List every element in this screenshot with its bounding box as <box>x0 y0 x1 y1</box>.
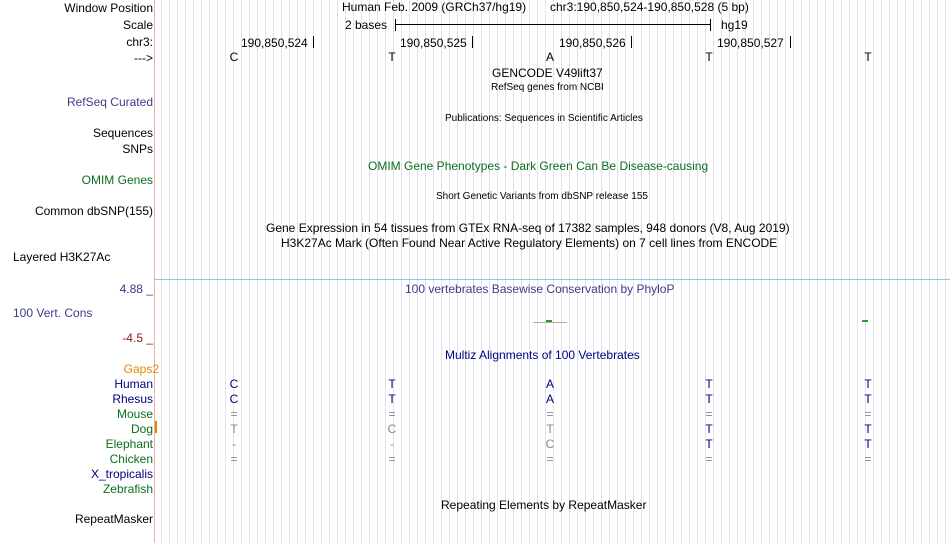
grid-line <box>905 0 906 543</box>
ref-base: A <box>545 50 554 64</box>
alignment-base: = <box>388 452 396 466</box>
grid-line <box>761 0 762 543</box>
grid-line <box>369 0 370 543</box>
alignment-base: T <box>230 422 238 436</box>
grid-line <box>881 0 882 543</box>
alignment-base: C <box>229 392 239 406</box>
alignment-base: = <box>230 452 238 466</box>
grid-line <box>625 0 626 543</box>
grid-line <box>345 0 346 543</box>
grid-line <box>897 0 898 543</box>
grid-line <box>265 0 266 543</box>
grid-line <box>889 0 890 543</box>
scale-text: 2 bases <box>345 18 388 32</box>
grid-line <box>297 0 298 543</box>
coord-label: 190,850,527 <box>717 36 784 50</box>
grid-line <box>681 0 682 543</box>
grid-line <box>169 0 170 543</box>
grid-line <box>337 0 338 543</box>
grid-line <box>241 0 242 543</box>
grid-line <box>633 0 634 543</box>
alignment-base: T <box>864 392 872 406</box>
alignment-base: = <box>705 452 713 466</box>
grid-line <box>481 0 482 543</box>
ref-base: C <box>229 50 239 64</box>
grid-line <box>689 0 690 543</box>
phylop-signal <box>546 320 552 322</box>
grid-line <box>329 0 330 543</box>
alignment-base: = <box>705 407 713 421</box>
omim-track-title[interactable]: OMIM Gene Phenotypes - Dark Green Can Be Disease-causing <box>368 159 709 173</box>
sequences-track-label[interactable]: Sequences <box>92 126 153 140</box>
alignment-base: A <box>545 392 554 406</box>
alignment-base: = <box>864 407 872 421</box>
alignment-base: T <box>864 422 872 436</box>
species-label[interactable]: X_tropicalis <box>90 467 153 481</box>
grid-line <box>777 0 778 543</box>
gtex-track-title[interactable]: Gene Expression in 54 tissues from GTEx RNA-seq of 17382 samples, 948 donors (V8, Aug 2019) <box>266 221 790 235</box>
grid-line <box>745 0 746 543</box>
ref-base: T <box>705 50 713 64</box>
grid-line <box>289 0 290 543</box>
dbsnp-track-label[interactable]: Common dbSNP(155) <box>34 204 153 218</box>
grid-line <box>177 0 178 543</box>
grid-line <box>641 0 642 543</box>
grid-line <box>825 0 826 543</box>
grid-line <box>489 0 490 543</box>
grid-line <box>249 0 250 543</box>
grid-line <box>313 0 314 543</box>
grid-line <box>217 0 218 543</box>
grid-line <box>937 0 938 543</box>
grid-line <box>225 0 226 543</box>
species-label[interactable]: Zebrafish <box>102 482 153 496</box>
strand-label: ---> <box>134 51 153 65</box>
grid-line <box>281 0 282 543</box>
alignment-base: A <box>545 377 554 391</box>
grid-line <box>665 0 666 543</box>
alignment-base: C <box>387 422 397 436</box>
cons-track-label[interactable]: 100 Vert. Cons <box>13 306 93 320</box>
species-label[interactable]: Elephant <box>105 437 153 451</box>
alignment-base: = <box>230 407 238 421</box>
h3k27-track-label[interactable]: Layered H3K27Ac <box>13 250 111 264</box>
grid-line <box>425 0 426 543</box>
grid-line <box>913 0 914 543</box>
grid-line <box>433 0 434 543</box>
grid-line <box>809 0 810 543</box>
species-label[interactable]: Rhesus <box>112 392 153 406</box>
refseq-track-label[interactable]: RefSeq Curated <box>66 95 153 109</box>
grid-line <box>473 0 474 543</box>
snps-track-label[interactable]: SNPs <box>122 142 153 156</box>
alignment-base: T <box>388 377 396 391</box>
grid-line <box>409 0 410 543</box>
alignment-base: T <box>546 422 554 436</box>
grid-line <box>457 0 458 543</box>
grid-line <box>697 0 698 543</box>
alignment-base: - <box>390 437 394 451</box>
h3k27-track-title[interactable]: H3K27Ac Mark (Often Found Near Active Regulatory Elements) on 7 cell lines from ENCODE <box>281 236 778 250</box>
grid-line <box>657 0 658 543</box>
alignment-base: T <box>705 377 713 391</box>
scale-bar <box>395 19 711 31</box>
grid-line <box>785 0 786 543</box>
grid-line <box>841 0 842 543</box>
grid-line <box>857 0 858 543</box>
label-separator <box>154 0 155 543</box>
grid-line <box>449 0 450 543</box>
coord-label: 190,850,526 <box>559 36 626 50</box>
grid-line <box>617 0 618 543</box>
phylop-max-label: 4.88 _ <box>119 282 153 296</box>
grid-line <box>201 0 202 543</box>
grid-line <box>737 0 738 543</box>
coord-tick <box>631 36 632 48</box>
alignment-base: T <box>705 422 713 436</box>
grid-line <box>721 0 722 543</box>
grid-line <box>305 0 306 543</box>
phylop-signal <box>533 322 567 323</box>
coord-label: 190,850,524 <box>241 36 308 50</box>
grid-line <box>801 0 802 543</box>
scale-db: hg19 <box>721 18 748 32</box>
alignment-base: - <box>232 437 236 451</box>
grid-line <box>729 0 730 543</box>
phylop-min-label: -4.5 _ <box>122 331 153 345</box>
grid-line <box>209 0 210 543</box>
alignment-base: T <box>705 437 713 451</box>
multiz-track-title[interactable]: Multiz Alignments of 100 Vertebrates <box>445 348 640 362</box>
grid-line <box>441 0 442 543</box>
alignment-base: = <box>864 452 872 466</box>
grid-line <box>649 0 650 543</box>
chrom-label: chr3: <box>126 35 153 49</box>
repeatmasker-track-label[interactable]: RepeatMasker <box>74 512 153 526</box>
grid-line <box>817 0 818 543</box>
alignment-base: T <box>864 377 872 391</box>
grid-line <box>793 0 794 543</box>
grid-line <box>769 0 770 543</box>
grid-line <box>929 0 930 543</box>
coord-label: 190,850,525 <box>400 36 467 50</box>
dog-gap-marker <box>155 421 157 433</box>
grid-line <box>417 0 418 543</box>
alignment-base: C <box>545 437 555 451</box>
alignment-base: T <box>388 392 396 406</box>
species-label[interactable]: Mouse <box>116 407 153 421</box>
assembly-title: Human Feb. 2009 (GRCh37/hg19) <box>342 0 527 14</box>
phylop-signal <box>862 320 868 322</box>
coord-tick <box>790 36 791 48</box>
grid-line <box>401 0 402 543</box>
ref-base: T <box>864 50 872 64</box>
pubs-track-title[interactable]: Publications: Sequences in Scientific Articles <box>445 113 643 124</box>
alignment-base: = <box>546 452 554 466</box>
grid-line <box>161 0 162 543</box>
gaps-track-label[interactable]: Gaps2 <box>123 362 159 376</box>
gencode-track-title[interactable]: GENCODE V49lift37 <box>492 66 603 80</box>
grid-line <box>673 0 674 543</box>
grid-line <box>185 0 186 543</box>
grid-line <box>465 0 466 543</box>
grid-line <box>921 0 922 543</box>
track-divider <box>155 279 950 280</box>
grid-line <box>193 0 194 543</box>
alignment-base: = <box>388 407 396 421</box>
dbsnp-track-title[interactable]: Short Genetic Variants from dbSNP release 155 <box>436 191 648 202</box>
grid-line <box>609 0 610 543</box>
omim-track-label[interactable]: OMIM Genes <box>81 173 153 187</box>
grid-line <box>321 0 322 543</box>
coord-tick <box>472 36 473 48</box>
alignment-base: T <box>705 392 713 406</box>
phylop-track-title[interactable]: 100 vertebrates Basewise Conservation by PhyloP <box>405 282 675 296</box>
alignment-base: C <box>229 377 239 391</box>
grid-line <box>849 0 850 543</box>
refseq-track-subtitle[interactable]: RefSeq genes from NCBI <box>491 82 604 93</box>
grid-line <box>377 0 378 543</box>
window-position: chr3:190,850,524-190,850,528 (5 bp) <box>550 0 749 14</box>
grid-line <box>273 0 274 543</box>
grid-line <box>753 0 754 543</box>
species-label[interactable]: Human <box>114 377 153 391</box>
coord-tick <box>313 36 314 48</box>
window-position-label: Window Position <box>64 1 153 15</box>
species-label[interactable]: Dog <box>130 422 153 436</box>
grid-line <box>361 0 362 543</box>
scale-label: Scale <box>122 18 153 32</box>
grid-line <box>833 0 834 543</box>
alignment-base: T <box>864 437 872 451</box>
alignment-base: = <box>546 407 554 421</box>
grid-line <box>257 0 258 543</box>
grid-line <box>353 0 354 543</box>
repeatmasker-track-title[interactable]: Repeating Elements by RepeatMasker <box>441 498 647 512</box>
ref-base: T <box>388 50 396 64</box>
species-label[interactable]: Chicken <box>109 452 153 466</box>
grid-line <box>945 0 946 543</box>
